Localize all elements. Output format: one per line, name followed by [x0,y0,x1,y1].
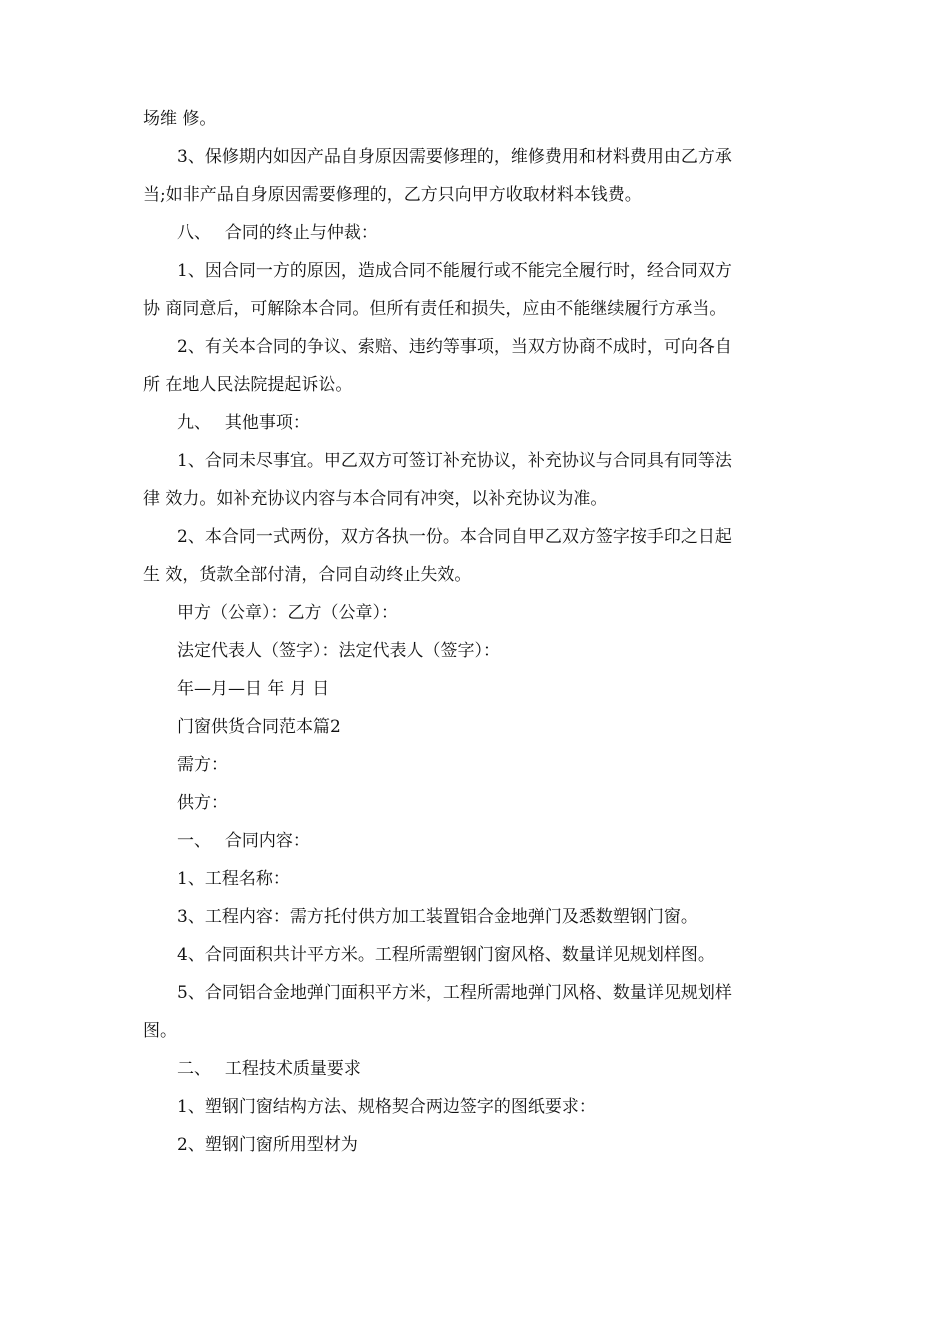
text-line: 1、工程名称： [177,869,290,889]
text-line: 1、因合同一方的原因，造成合同不能履行或不能完全履行时，经合同双方 [177,261,732,281]
text-line: 2、塑钢门窗所用型材为 [177,1135,358,1155]
text-line: 所 在地人民法院提起诉讼。 [143,375,353,395]
text-line: 1、合同未尽事宜。甲乙双方可签订补充协议，补充协议与合同具有同等法 [177,451,732,471]
text-line: 1、塑钢门窗结构方法、规格契合两边签字的图纸要求： [177,1097,596,1117]
text-line: 2、本合同一式两份，双方各执一份。本合同自甲乙双方签字按手印之日起 [177,527,732,547]
text-line: 图。 [143,1021,177,1041]
section-heading: 九、 其他事项： [177,413,310,433]
text-line: 场维 修。 [143,109,217,129]
text-line: 协 商同意后，可解除本合同。但所有责任和损失，应由不能继续履行方承当。 [143,299,727,319]
text-line: 律 效力。如补充协议内容与本合同有冲突，以补充协议为准。 [143,489,608,509]
text-line: 当;如非产品自身原因需要修理的，乙方只向甲方收取材料本钱费。 [143,185,642,205]
section-heading: 二、 工程技术质量要求 [177,1059,361,1079]
text-line: 2、有关本合同的争议、索赔、违约等事项，当双方协商不成时，可向各自 [177,337,732,357]
party-line: 供方： [177,793,228,813]
date-line: 年—月—日 年 月 日 [177,679,330,699]
text-line: 3、工程内容：需方托付供方加工装置铝合金地弹门及悉数塑钢门窗。 [177,907,698,927]
signature-line: 法定代表人（签字）：法定代表人（签字）： [177,641,500,661]
document-body [143,100,808,1164]
text-line: 生 效，货款全部付清，合同自动终止失效。 [143,565,472,585]
document-subtitle: 门窗供货合同范本篇2 [177,717,341,737]
text-line: 5、合同铝合金地弹门面积平方米，工程所需地弹门风格、数量详见规划样 [177,983,732,1003]
party-line: 需方： [177,755,228,775]
text-line: 4、合同面积共计平方米。工程所需塑钢门窗风格、数量详见规划样图。 [177,945,715,965]
text-line: 3、保修期内如因产品自身原因需要修理的，维修费用和材料费用由乙方承 [177,147,732,167]
section-heading: 一、 合同内容： [177,831,310,851]
signature-line: 甲方（公章）：乙方（公章）： [177,603,398,623]
section-heading: 八、 合同的终止与仲裁： [177,223,378,243]
